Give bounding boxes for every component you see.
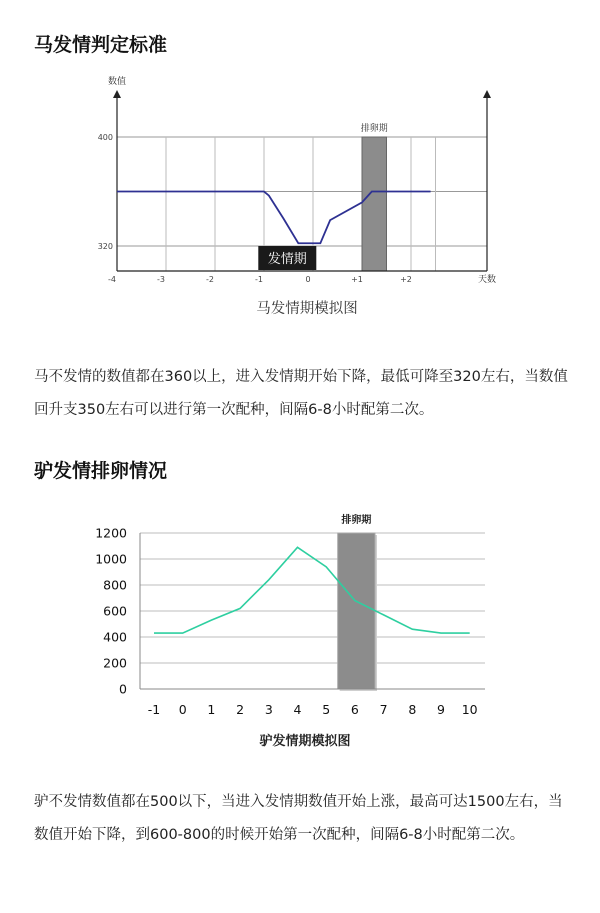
x-tick-label: -1: [255, 275, 263, 284]
y-tick-label: 1200: [95, 525, 127, 541]
x-tick-label: +2: [400, 275, 412, 284]
estrus-annotation-label: 发情期: [267, 252, 307, 267]
y-axis-label: 数值: [107, 77, 127, 87]
x-tick-label: -1: [147, 702, 161, 717]
y-tick-label: 400: [103, 629, 127, 645]
section2-paragraph: 驴不发情数值都在500以下，当进入发情期数值开始上涨，最高可达1500左右，当数值开始下降，到600-800的时候开始第一次配种，间隔6-8小时配第二次。: [34, 794, 563, 843]
x-tick-label: 0: [178, 702, 187, 717]
y-tick-label: 0: [119, 681, 127, 697]
x-tick-label: -4: [108, 275, 116, 284]
x-tick-label: 3: [264, 702, 273, 717]
section1-paragraph: 马不发情的数值都在360以上，进入发情期开始下降，最低可降至320左右，当数值回升支350左右可以进行第一次配种，间隔6-8小时配第二次。: [34, 369, 568, 418]
x-tick-label: 6: [350, 702, 359, 717]
x-tick-label: 2: [236, 702, 245, 717]
chart2-caption: 驴发情期模拟图: [259, 734, 351, 749]
x-tick-label: +1: [351, 275, 363, 284]
x-tick-label: 7: [379, 702, 388, 717]
y-tick-label: 400: [97, 133, 113, 142]
y-tick-label: 320: [97, 242, 113, 251]
x-tick-label: 1: [207, 702, 216, 717]
y-tick-label: 800: [103, 577, 127, 593]
x-tick-label: 10: [461, 702, 478, 717]
x-tick-label: -2: [206, 275, 214, 284]
y-tick-label: 200: [103, 655, 127, 671]
ovulation-band-rect: [338, 533, 375, 689]
chart2-tick-labels: [95, 526, 478, 718]
y-tick-label: 600: [103, 603, 127, 619]
x-tick-label: 9: [437, 702, 445, 717]
ovulation-band-label: 排卵期: [360, 124, 388, 134]
chart2-series: [154, 547, 470, 633]
x-tick-label: 4: [293, 702, 302, 717]
x-tick-label: 8: [408, 702, 417, 717]
x-tick-label: 0: [305, 275, 311, 284]
chart1-caption: 马发情期模拟图: [256, 301, 358, 317]
x-axis-label: 天数: [477, 275, 497, 285]
ovulation-band-label: 排卵期: [341, 515, 372, 526]
x-tick-label: 5: [322, 702, 331, 717]
donkey-series-line: [154, 547, 470, 633]
y-tick-label: 1000: [95, 551, 127, 567]
section1-title: 马发情判定标准: [34, 34, 168, 56]
x-tick-label: -3: [157, 275, 165, 284]
section2-title: 驴发情排卵情况: [34, 460, 168, 482]
chart2-grid: [140, 533, 485, 689]
